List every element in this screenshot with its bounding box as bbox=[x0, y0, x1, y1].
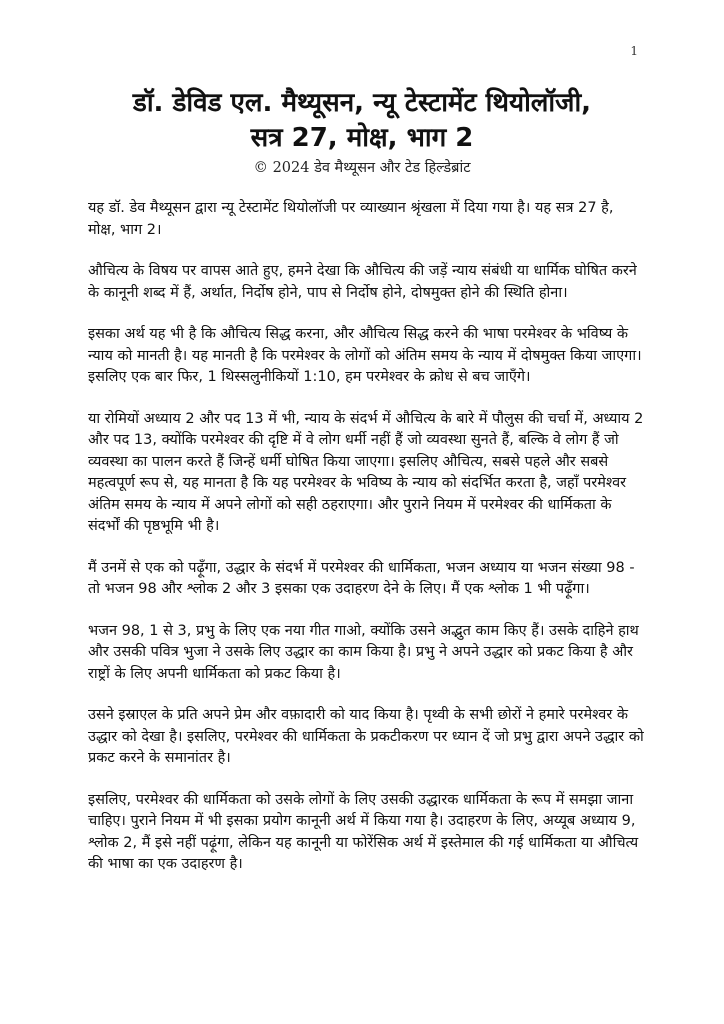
title-line-2: सत्र 27, मोक्ष, भाग 2 bbox=[250, 123, 474, 153]
paragraph: औचित्य के विषय पर वापस आते हुए, हमने देखा कि औचित्य की जड़ें न्याय संबंधी या धार्मिक घोषित करने के कानूनी शब्द में हैं, अर्थात, निर्दोष होने, पाप से निर्दोष होने, दोषमुक्त होने की स्थिति होना। bbox=[88, 263, 637, 301]
page-number: 1 bbox=[630, 44, 638, 58]
copyright-line: © 2024 डेव मैथ्यूसन और टेड हिल्डेब्रांट bbox=[253, 160, 471, 176]
paragraph: भजन 98, 1 से 3, प्रभु के लिए एक नया गीत गाओ, क्योंकि उसने अद्भुत काम किए हैं। उसके दाहिने हाथ और उसकी पवित्र भुजा ने उसके लिए उद्धार का काम किया है। प्रभु ने अपने उद्धार को प्रकट किया है और राष्ट्रों के लिए अपनी धार्मिकता को प्रकट किया है। bbox=[88, 622, 639, 682]
title-line-1: डॉ. डेविड एल. मैथ्यूसन, न्यू टेस्टामेंट थियोलॉजी, bbox=[132, 88, 592, 118]
document-header bbox=[0, 86, 724, 178]
paragraph: या रोमियों अध्याय 2 और पद 13 में भी, न्याय के संदर्भ में औचित्य के बारे में पौलुस की चर्चा में, अध्याय 2 और पद 13, क्योंकि परमेश्वर की दृष्टि में वे लोग धर्मी नहीं हैं जो व्यवस्था सुनते हैं, बल्कि वे लोग हैं जो व्यवस्था का पालन करते हैं जिन्हें धर्मी घोषित किया जाएगा। इसलिए औचित्य, सबसे पहले और सबसे महत्वपूर्ण रूप से, यह मानता है कि यह परमेश्वर के भविष्य के न्याय को संदर्भित करता है, जहाँ परमेश्वर अंतिम समय के न्याय में अपने लोगों को सही ठहराएगा। और पुराने नियम में परमेश्वर की धार्मिकता के संदर्भों की पृष्ठभूमि भी है। bbox=[88, 410, 644, 534]
paragraph: इसलिए, परमेश्वर की धार्मिकता को उसके लोगों के लिए उसकी उद्धारक धार्मिकता के रूप में समझा जाना चाहिए। पुराने नियम में भी इसका प्रयोग कानूनी अर्थ में किया गया है। उदाहरण के लिए, अय्यूब अध्याय 9, श्लोक 2, मैं इसे नहीं पढ़ूंगा, लेकिन यह कानूनी या फोरेंसिक अर्थ में इस्तेमाल की गई धार्मिकता या औचित्य की भाषा का एक उदाहरण है। bbox=[88, 791, 639, 872]
paragraph: मैं उनमें से एक को पढ़ूँगा, उद्धार के संदर्भ में परमेश्वर की धार्मिकता, भजन अध्याय या भजन संख्या 98 - तो भजन 98 और श्लोक 2 और 3 इसका एक उदाहरण देने के लिए। मैं एक श्लोक 1 भी पढ़ूँगा। bbox=[88, 559, 635, 597]
paragraph: इसका अर्थ यह भी है कि औचित्य सिद्ध करना, और औचित्य सिद्ध करने की भाषा परमेश्वर के भविष्य के न्याय को मानती है। यह मानती है कि परमेश्वर के लोगों को अंतिम समय के न्याय में दोषमुक्त किया जाएगा। इसलिए एक बार फिर, 1 थिस्सलुनीकियों 1:10, हम परमेश्वर के क्रोध से बच जाएँगे। bbox=[88, 326, 642, 385]
document-body bbox=[88, 198, 644, 896]
document-title bbox=[0, 86, 724, 156]
paragraph: उसने इस्राएल के प्रति अपने प्रेम और वफ़ादारी को याद किया है। पृथ्वी के सभी छोरों ने हमारे परमेश्वर के उद्धार को देखा है। इसलिए, परमेश्वर की धार्मिकता के प्रकटीकरण पर ध्यान दें जो प्रभु द्वारा अपने उद्धार को प्रकट करने के समानांतर है। bbox=[88, 707, 644, 766]
paragraph: यह डॉ. डेव मैथ्यूसन द्वारा न्यू टेस्टामेंट थियोलॉजी पर व्याख्यान श्रृंखला में दिया गया है। यह सत्र 27 है, मोक्ष, भाग 2। bbox=[88, 200, 614, 238]
